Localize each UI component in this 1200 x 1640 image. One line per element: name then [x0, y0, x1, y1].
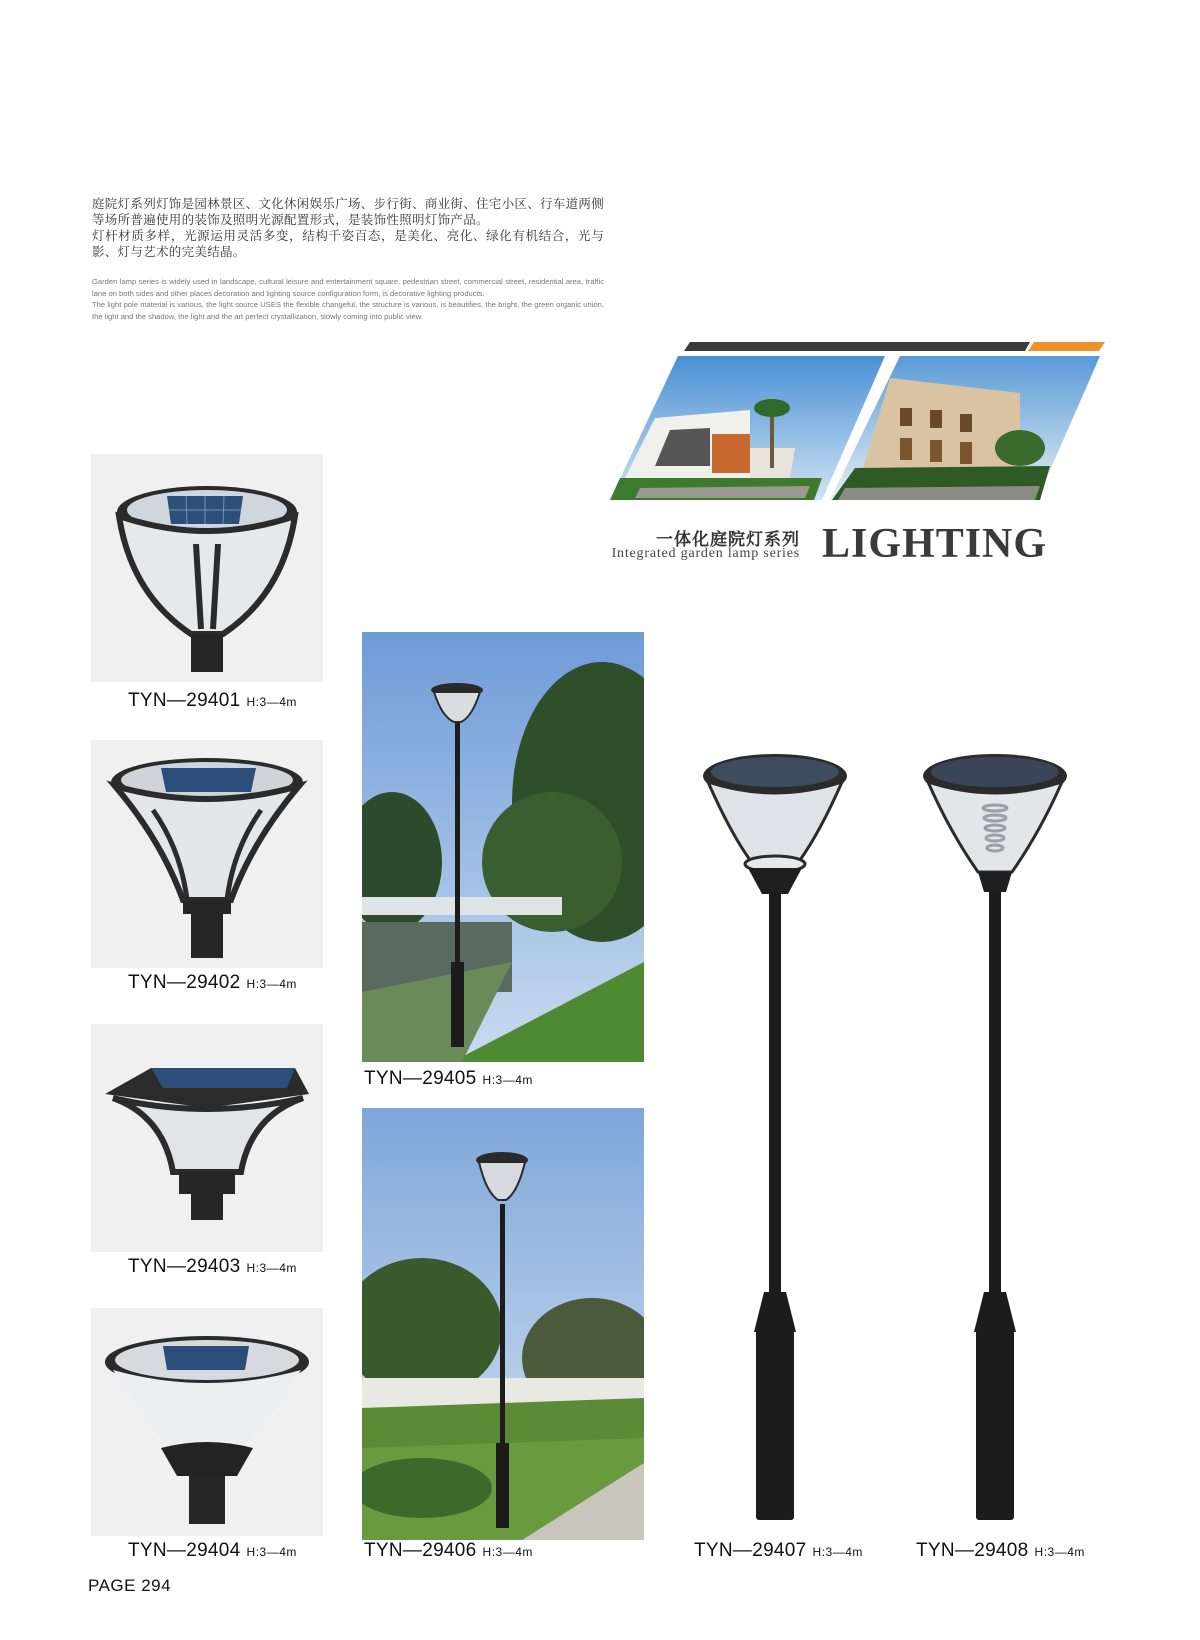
product-model: TYN—29407: [694, 1540, 807, 1561]
banner-top-bar: [684, 342, 1030, 351]
product-model: TYN—29406: [364, 1540, 477, 1561]
lamp-head-round-icon: [91, 454, 323, 682]
intro-en-paragraph-1: Garden lamp series is widely used in landscape, cultural leisure and entertainment square, pedestrian street, commercial street, residential area, traffic lane on both sides and other places decoration and lighting source configuration form, is decorative lighting products.: [92, 277, 604, 298]
product-photo-29406: [362, 1108, 644, 1540]
product-height: H:3—4m: [246, 1545, 297, 1559]
product-label-29403: [128, 1256, 297, 1278]
intro-cn-paragraph-1: 庭院灯系列灯饰是园林景区、文化休闲娱乐广场、步行街、商业街、住宅小区、行车道两侧等场所普遍使用的装饰及照明光源配置形式，是装饰性照明灯饰产品。: [92, 196, 605, 227]
product-model: TYN—29405: [364, 1068, 477, 1089]
product-height: H:3—4m: [246, 977, 297, 991]
product-height: H:3—4m: [246, 1261, 297, 1275]
lamp-head-square-icon: [91, 1024, 323, 1252]
product-height: H:3—4m: [482, 1073, 533, 1087]
product-label-29407: [694, 1540, 863, 1562]
product-label-29406: [364, 1540, 533, 1562]
product-label-29408: [916, 1540, 1085, 1562]
product-label-29402: [128, 972, 297, 994]
product-model: TYN—29401: [128, 690, 241, 711]
product-image-29408: [920, 752, 1070, 1532]
product-height: H:3—4m: [812, 1545, 863, 1559]
intro-chinese-text: [92, 196, 604, 260]
product-model: TYN—29403: [128, 1256, 241, 1277]
intro-cn-paragraph-2: 灯杆材质多样，光源运用灵活多变，结构千姿百态，是美化、亮化、绿化有机结合，光与影、灯与艺术的完美结晶。: [92, 228, 604, 259]
product-model: TYN—29402: [128, 972, 241, 993]
product-label-29401: [128, 690, 297, 712]
lamp-head-funnel-icon: [91, 1308, 323, 1536]
product-image-29402: [91, 740, 323, 968]
product-height: H:3—4m: [1034, 1545, 1085, 1559]
banner-accent-bar: [1028, 342, 1105, 351]
product-image-29403: [91, 1024, 323, 1252]
product-label-29404: [128, 1540, 297, 1562]
product-image-29404: [91, 1308, 323, 1536]
product-height: H:3—4m: [246, 695, 297, 709]
product-image-29407: [700, 752, 850, 1532]
lighting-heading: LIGHTING: [822, 521, 1048, 567]
product-image-29401: [91, 454, 323, 682]
lamp-head-conical-icon: [91, 740, 323, 968]
banner-graphic: [600, 338, 1110, 508]
page-number: PAGE 294: [88, 1576, 172, 1595]
product-height: H:3—4m: [482, 1545, 533, 1559]
product-photo-29405: [362, 632, 644, 1062]
intro-english-text: [92, 276, 604, 322]
product-model: TYN—29404: [128, 1540, 241, 1561]
series-title-english: Integrated garden lamp series: [611, 546, 800, 561]
product-label-29405: [364, 1068, 533, 1090]
intro-en-paragraph-2: The light pole material is various, the light source USES the flexible changeful, the structure is various, is beautifies, the bright, the green organic union, the light and the shadow, the light and the art perfect crystallization, slowly coming into public view.: [92, 300, 604, 321]
product-model: TYN—29408: [916, 1540, 1029, 1561]
series-title-chinese: 一体化庭院灯系列: [656, 530, 800, 550]
